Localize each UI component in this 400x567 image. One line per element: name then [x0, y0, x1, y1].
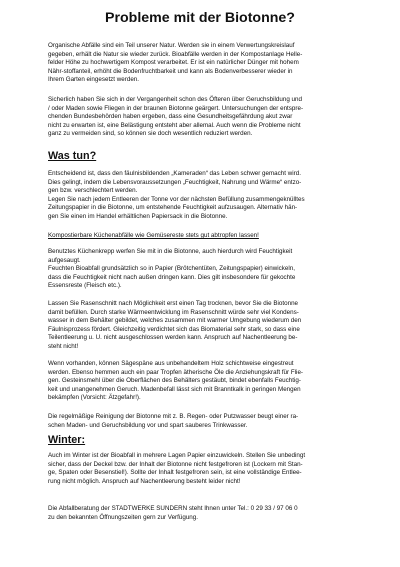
- sawdust-paragraph: Wenn vorhanden, können Sägespäne aus unbehandeltem Holz schichtweise eingestreut werden. Ebenso hemmen auch ein paar Tropfen ätherische Öle die Anziehungskraft für Flie- gen. Gesteinsmehl über die Oberflächen des Behälters gestäubt, bindet ebenfalls Feuchtig- keit und unangenehmen Geruch. Madenbefall lässt sich mit Branntkalk in geringen Mengen bekämpfen (Vorsicht: Ätzgefahr!).: [48, 360, 304, 402]
- footer-contact: Die Abfallberatung der STADTWERKE SUNDERN steht Ihnen unter Tel.: 0 29 33 / 97 06 0 zu den bekannten Öffnungszeiten gern zur Verfügung.: [48, 505, 298, 521]
- paper-tip-paragraph: Entscheidend ist, dass den fäulnisbildenden „Kameraden“ das Leben schwer gemacht wird. Dies gelingt, indem die Lebensvoraussetzungen „Feuchtigkeit, Nahrung und Wärme“ entzo- gen bzw. verschlechtert werden. Legen Sie nach jedem Entleeren der Tonne vor der nächsten Befüllung zusammengeknülltes Zeitungspapier in die Biotonne, um entstehende Feuchtigkeit aufzusaugen. Alternativ hän- gen Sie einen im Handel erhältlichen Papiersack in die Biotonne.: [48, 170, 305, 220]
- heading-winter: Winter:: [48, 434, 86, 446]
- drain-tip: Kompostierbare Küchenabfälle wie Gemüsereste stets gut abtropfen lassen!: [48, 232, 259, 239]
- heading-was-tun: Was tun?: [48, 150, 97, 162]
- kitchen-paper-paragraph: Benutztes Küchenkrepp werfen Sie mit in die Biotonne, auch hierdurch wird Feuchtigkeit aufgesaugt. Feuchten Bioabfall grundsätzlich so in Papier (Brötchentüten, Zeitungspapier) einwickeln, dass die Feuchtigkeit nicht nach außen dringen kann. Dies gilt insbesondere für gekochte Essensreste (Fleisch etc.).: [48, 248, 296, 290]
- grass-clippings-paragraph: Lassen Sie Rasenschnitt nach Möglichkeit erst einen Tag trocknen, bevor Sie die Biotonne damit befüllen. Durch starke Wärmeentwicklung im Rasenschnitt würde sehr viel Kondens- wasser in dem Behälter gebildet, welches zusammen mit warmer Umgebung wiederum den Fäulnisprozess fördert. Gleichzeitig verdichtet sich das Biomaterial sehr stark, so dass eine Teilentleerung u. U. nicht ausgeschlossen werden kann. Anspruch auf Nachentleerung be- steht nicht!: [48, 300, 302, 350]
- intro-paragraph: Organische Abfälle sind ein Teil unserer Natur. Werden sie in einem Verwertungskreislauf gegeben, erhält die Natur sie wieder zurück. Bioabfälle werden in der Kompostanlage Helle- felder Höhe zu hochwertigem Kompost verarbeitet. Er ist ein natürlicher Dünger mit hohem Nähr-stoffanteil, erhöht die Bodenfruchtbarkeit und kann als Bodenverbesserer wieder in Ihrem Garten eingesetzt werden.: [48, 42, 303, 84]
- problem-paragraph: Sicherlich haben Sie sich in der Vergangenheit schon des Öfteren über Geruchsbildung und / oder Maden sowie Fliegen in der braunen Biotonne geärgert. Untersuchungen der entspre- chenden Bundesbehörden haben ergeben, dass eine Gesundheitsgefährdung akut zwar nicht zu erwarten ist, eine Belästigung entsteht aber allemal. Auch wenn die Probleme nicht ganz zu vermeiden sind, so können sie doch wesentlich reduziert werden.: [48, 96, 304, 138]
- winter-paragraph: Auch im Winter ist der Bioabfall in mehrere Lagen Papier einzuwickeln. Stellen Sie unbedingt sicher, dass der Deckel bzw. der Inhalt der Biotonne nicht festgefroren ist (Lockern mit Stan- ge, Spaten oder Besenstiel!). Sollte der Inhalt festgefroren sein, ist eine vollständige Entlee- rung nicht möglich. Anspruch auf Nachentleerung besteht leider nicht!: [48, 452, 306, 485]
- page-title: Probleme mit der Biotonne?: [105, 10, 295, 26]
- cleaning-paragraph: Die regelmäßige Reinigung der Biotonne mit z. B. Regen- oder Putzwasser beugt einer ra- schen Maden- und Geruchsbildung vor und spart sauberes Trinkwasser.: [48, 413, 299, 429]
